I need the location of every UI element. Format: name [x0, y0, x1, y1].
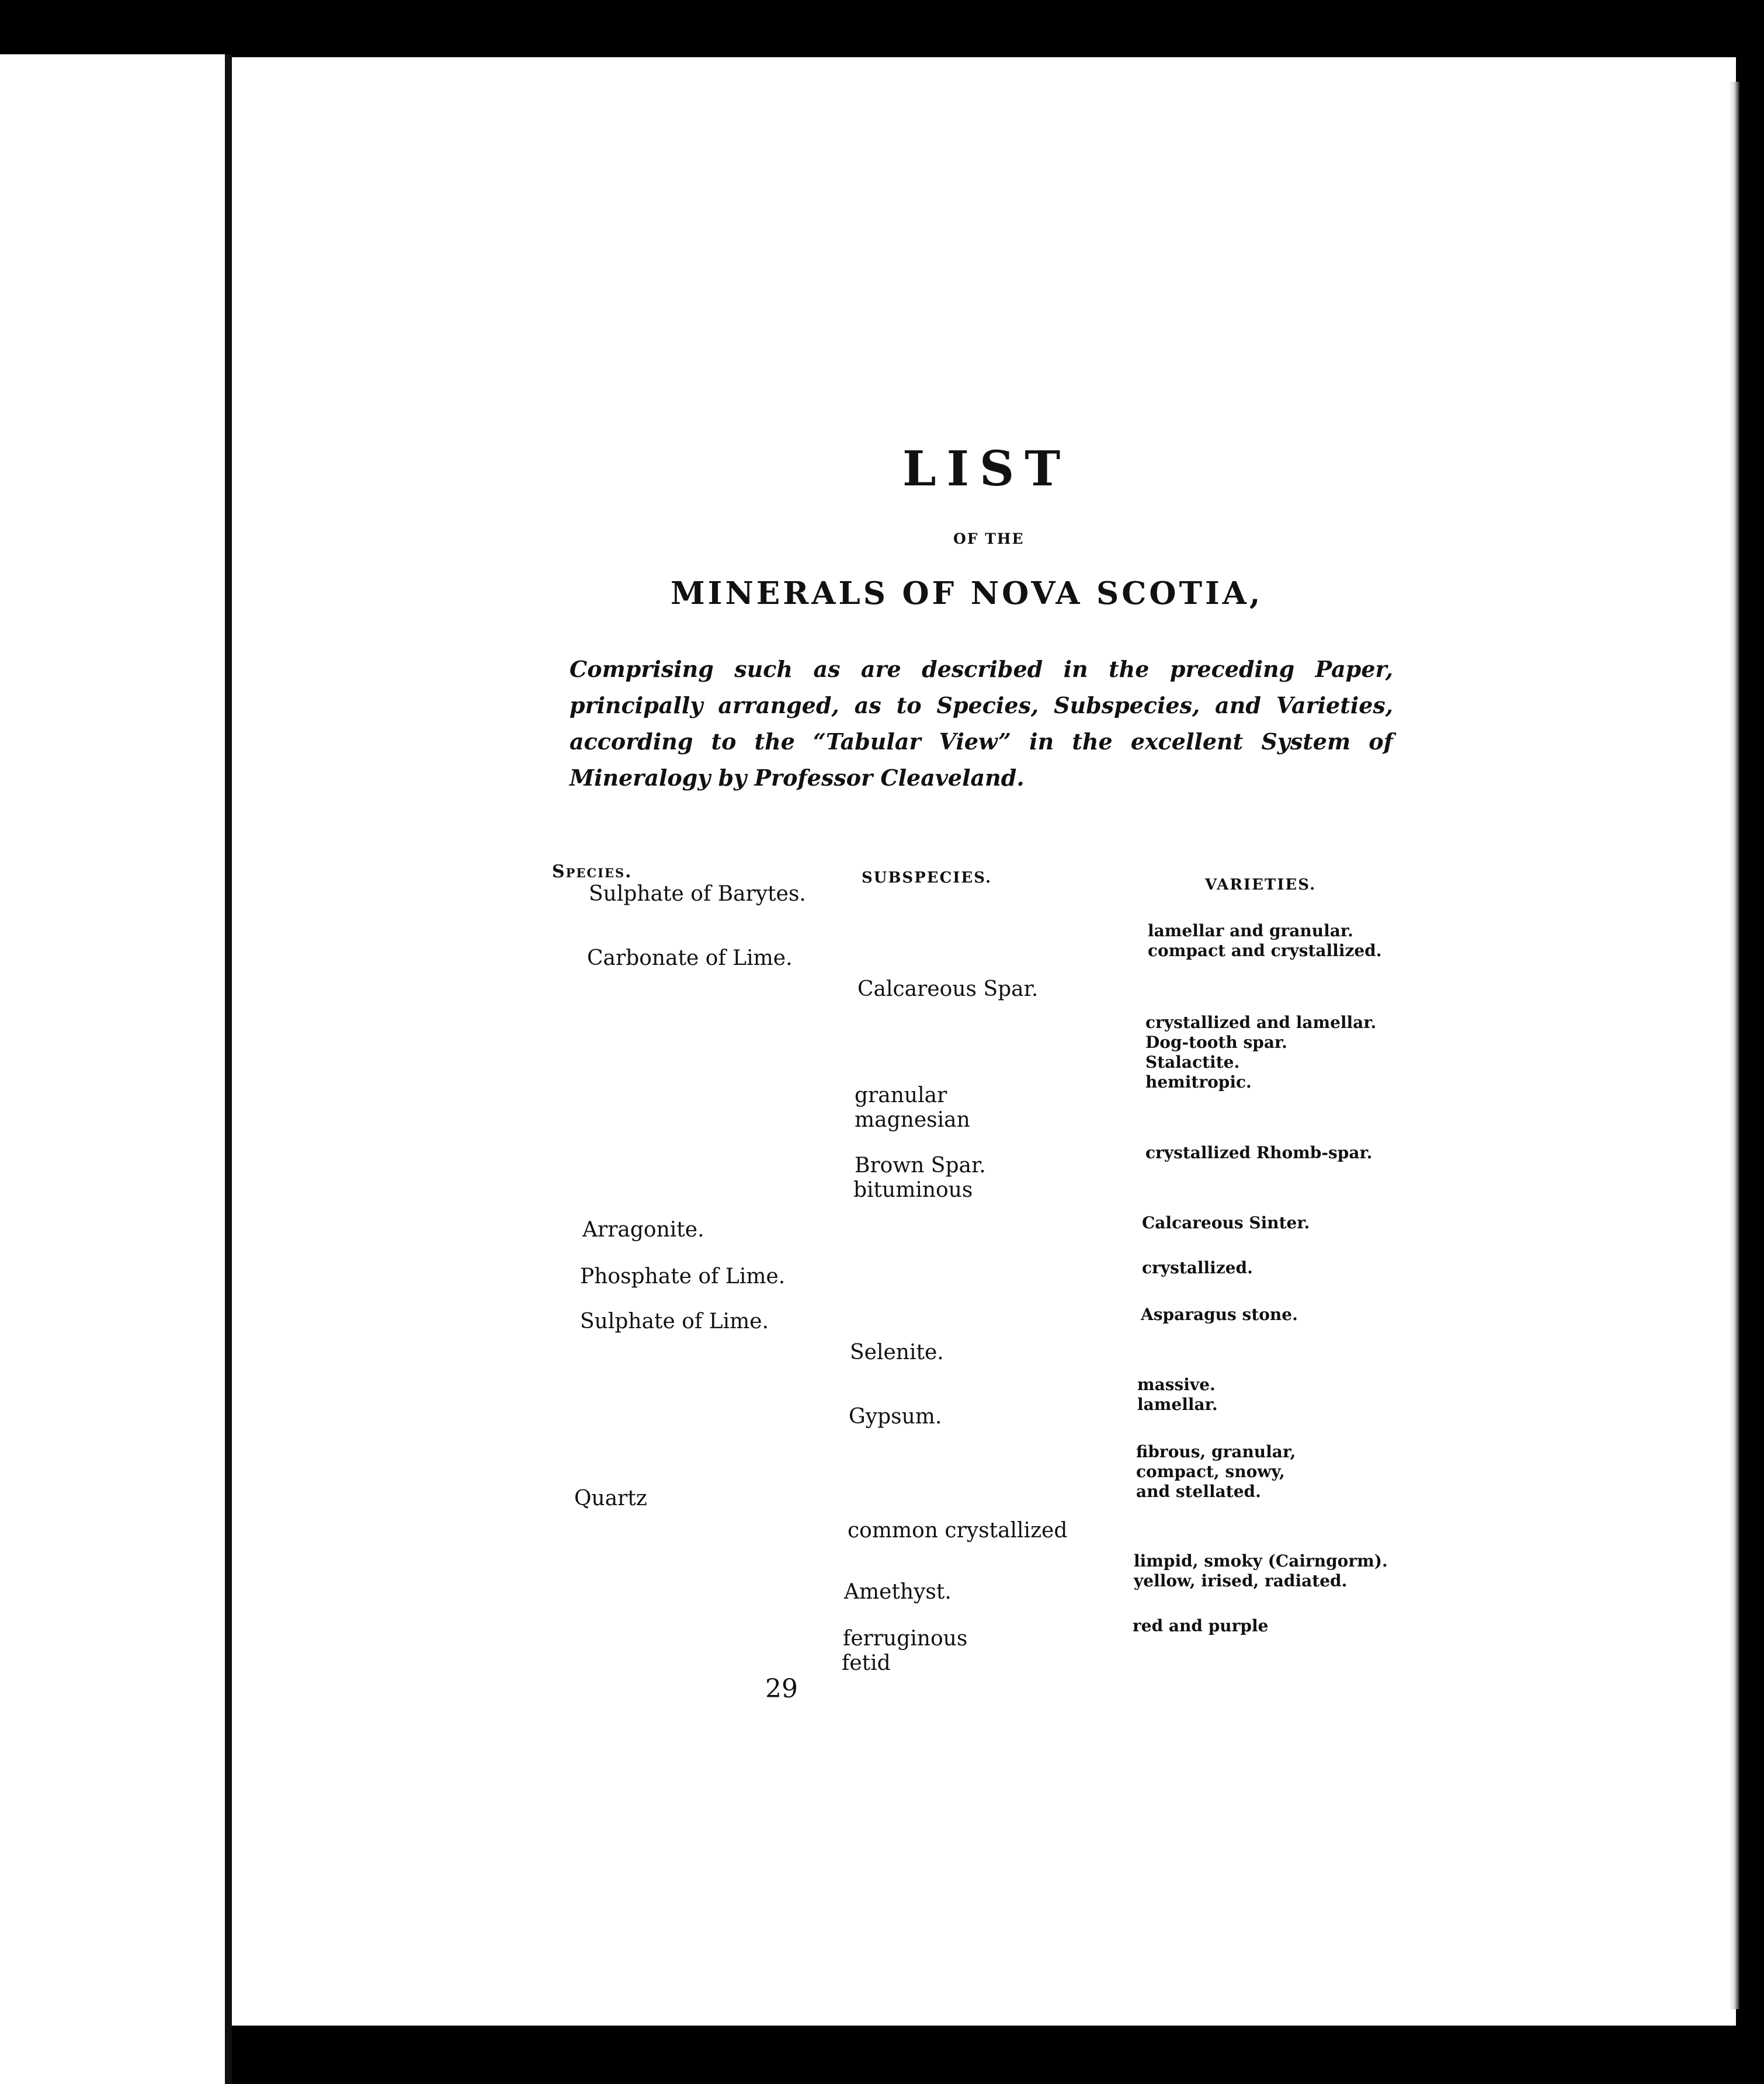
variety-item: crystallized Rhomb-spar.: [1145, 1143, 1373, 1162]
species-item: Carbonate of Lime.: [587, 946, 793, 970]
subspecies-item: Selenite.: [850, 1340, 944, 1364]
subspecies-item: common crystallized: [848, 1519, 1068, 1543]
variety-item: massive.: [1137, 1375, 1216, 1394]
variety-item: limpid, smoky (Cairngorm).: [1134, 1551, 1388, 1571]
variety-item: Calcareous Sinter.: [1142, 1213, 1310, 1232]
species-item: Phosphate of Lime.: [580, 1265, 786, 1288]
left-page: [0, 54, 225, 2084]
varieties-header: VARIETIES.: [1205, 876, 1317, 894]
page-number: 29: [765, 1674, 798, 1704]
variety-item: lamellar and granular.: [1148, 921, 1353, 940]
page-title: LIST: [902, 441, 1071, 497]
variety-item: compact, snowy,: [1136, 1462, 1285, 1481]
subspecies-item: Calcareous Spar.: [857, 977, 1039, 1001]
subspecies-item: magnesian: [855, 1108, 970, 1132]
subspecies-item: Brown Spar.: [855, 1154, 986, 1178]
subspecies-item: Amethyst.: [844, 1580, 952, 1604]
variety-item: lamellar.: [1137, 1395, 1218, 1414]
intro-paragraph: Comprising such as are described in the preceding Paper, principally arranged, as to Species, Subspecies, and Varieties, according to the “Tabular View” in the excellent System of Mineralogy by Professor Cleaveland.: [570, 656, 1393, 791]
variety-item: fibrous, granular,: [1136, 1442, 1296, 1461]
variety-item: crystallized and lamellar.: [1145, 1013, 1377, 1032]
variety-item: Stalactite.: [1145, 1053, 1240, 1072]
subspecies-item: fetid: [842, 1651, 891, 1675]
variety-item: compact and crystallized.: [1148, 941, 1382, 960]
variety-item: crystallized.: [1142, 1258, 1253, 1277]
subspecies-item: ferruginous: [843, 1627, 968, 1651]
variety-item: Asparagus stone.: [1141, 1305, 1298, 1324]
page-edge: [1729, 82, 1739, 2009]
variety-item: yellow, irised, radiated.: [1134, 1571, 1348, 1590]
subspecies-header: SUBSPECIES.: [862, 869, 992, 887]
show-through-text: [718, 269, 727, 300]
page: [232, 57, 1736, 2026]
subspecies-item: granular: [855, 1083, 947, 1107]
variety-item: red and purple: [1133, 1616, 1269, 1635]
variety-item: Dog-tooth spar.: [1145, 1033, 1287, 1052]
species-header: Species.: [552, 862, 633, 882]
page-subtitle: MINERALS OF NOVA SCOTIA,: [671, 575, 1263, 612]
subspecies-item: bituminous: [853, 1178, 973, 1202]
title-connector: OF THE: [953, 530, 1025, 547]
species-item: Sulphate of Lime.: [580, 1310, 769, 1333]
species-item: Quartz: [574, 1486, 647, 1510]
subspecies-item: Gypsum.: [849, 1405, 942, 1429]
book-gutter: [225, 54, 232, 2084]
species-item: Arragonite.: [582, 1218, 704, 1242]
species-item: Sulphate of Barytes.: [589, 882, 806, 906]
variety-item: hemitropic.: [1145, 1072, 1252, 1092]
variety-item: and stellated.: [1136, 1482, 1261, 1501]
